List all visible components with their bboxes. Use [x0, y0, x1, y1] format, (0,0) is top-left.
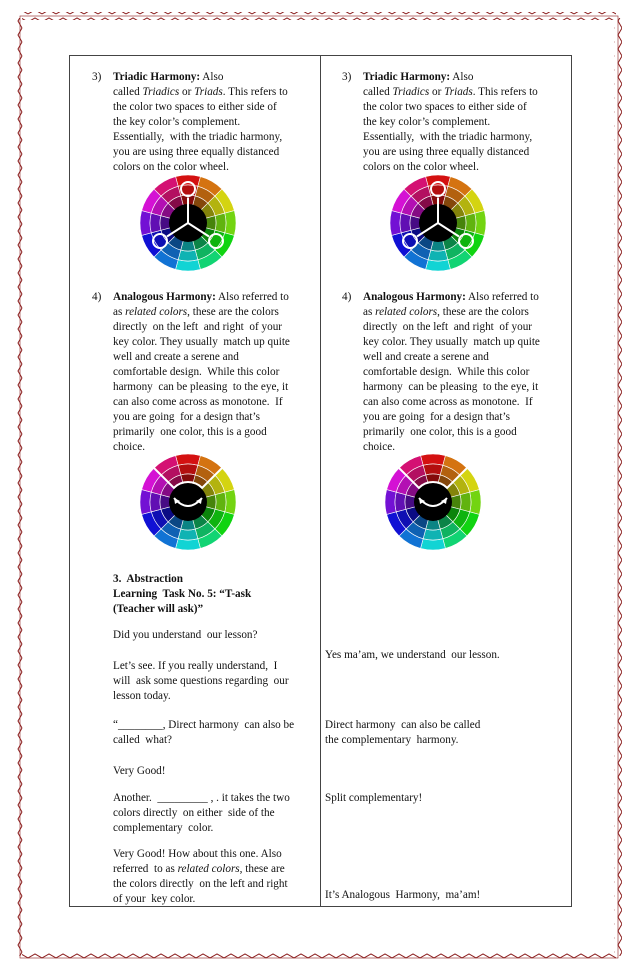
- term-triads: Triads: [194, 86, 223, 98]
- teacher-line: colors directly on either side of the: [113, 807, 275, 819]
- analogous-line-2: [113, 305, 279, 320]
- wheel-segment: [423, 464, 443, 475]
- term-related-colors: related colors,: [177, 863, 243, 875]
- teacher-praise: Very Good!: [113, 765, 166, 777]
- teacher-line: will ask some questions regarding our: [113, 675, 289, 687]
- student-answer-2: Direct harmony can also be called: [325, 719, 481, 731]
- analogous-line: you are going for a design that’s: [113, 411, 260, 423]
- wheel-segment: [215, 213, 226, 233]
- triadic-line: colors on the color wheel.: [113, 161, 229, 173]
- triadic-line: Essentially, with the triadic harmony,: [113, 131, 283, 143]
- triadic-color-wheel-icon: [388, 173, 488, 273]
- triadic-line-1: [113, 70, 223, 85]
- term-triadics: Triadics: [392, 86, 430, 98]
- analogous-line-right: key color. They usually match up quite: [363, 336, 540, 348]
- triadic-line: the key color’s complement.: [113, 116, 241, 128]
- analogous-line-right: comfortable design. While this color: [363, 366, 530, 378]
- wheel-segment: [426, 175, 451, 186]
- student-answer-3: Split complementary!: [325, 792, 423, 804]
- text-run: or: [179, 86, 195, 98]
- wheel-segment: [465, 213, 476, 233]
- triadic-line-right: you are using three equally distanced: [363, 146, 530, 158]
- text-run: Also: [450, 71, 474, 83]
- triadic-line-1-right: [363, 70, 473, 85]
- wheel-segment: [421, 539, 446, 550]
- analogous-line: directly on the left and right of your: [113, 321, 283, 333]
- term-related-colors: related colors: [375, 306, 438, 318]
- text-run: these are: [242, 863, 285, 875]
- triadic-line-right: colors on the color wheel.: [363, 161, 479, 173]
- teacher-line: lesson today.: [113, 690, 171, 702]
- wheel-segment: [225, 211, 236, 236]
- triadic-number: 3): [92, 71, 102, 83]
- learning-task-title: Learning Task No. 5: “T-ask: [113, 588, 252, 600]
- triadic-l1-rest: Also: [200, 71, 224, 83]
- teacher-question-analogous: Very Good! How about this one. Also: [113, 848, 282, 860]
- text-run: , these are the colors: [187, 306, 279, 318]
- teacher-line: called what?: [113, 734, 173, 746]
- teacher-line: complementary color.: [113, 822, 214, 834]
- triadic-line-right: the key color’s complement.: [363, 116, 491, 128]
- triadic-line: the color two spaces to either side of: [113, 101, 277, 113]
- student-answer-2-line-2: the complementary harmony.: [325, 734, 459, 746]
- triadic-line-right: Essentially, with the triadic harmony,: [363, 131, 533, 143]
- triadic-line-2-right: [363, 85, 538, 100]
- wheel-segment: [150, 213, 161, 233]
- abstraction-heading: 3. Abstraction: [113, 573, 183, 585]
- analogous-line-right: choice.: [363, 441, 395, 453]
- teacher-question-split: Another. _________ , . it takes the two: [113, 792, 290, 804]
- wheel-segment: [178, 464, 198, 475]
- analogous-line: harmony can be pleasing to the eye, it: [113, 381, 289, 393]
- analogous-line-1: [113, 290, 289, 305]
- triadic-number-right: 3): [342, 71, 352, 83]
- analogous-line-right: primarily one color, this is a good: [363, 426, 517, 438]
- triadic-line-2: [113, 85, 288, 100]
- column-divider: [320, 55, 321, 907]
- student-answer-4: It’s Analogous Harmony, ma’am!: [325, 889, 481, 901]
- wheel-segment: [390, 211, 401, 236]
- teacher-question-direct-harmony: “________, Direct harmony can also be: [113, 719, 295, 731]
- analogous-line: primarily one color, this is a good: [113, 426, 267, 438]
- wheel-segment: [428, 250, 448, 261]
- wheel-segment: [470, 490, 481, 515]
- wheel-segment: [140, 211, 151, 236]
- text-run: . This refers to: [472, 86, 538, 98]
- triadic-title-right: Triadic Harmony:: [363, 71, 451, 83]
- analogous-line-right: harmony can be pleasing to the eye, it: [363, 381, 539, 393]
- triadic-color-wheel-icon: [138, 173, 238, 273]
- wheel-segment: [176, 539, 201, 550]
- analogous-line: comfortable design. While this color: [113, 366, 280, 378]
- text-run: , these are the colors: [437, 306, 529, 318]
- student-answer-1: Yes ma’am, we understand our lesson.: [325, 649, 500, 661]
- analogous-line-right: can also come across as monotone. If: [363, 396, 533, 408]
- text-run: Also referred to: [465, 291, 539, 303]
- analogous-line-right: directly on the left and right of your: [363, 321, 533, 333]
- text-run: as: [113, 306, 126, 318]
- learning-task-subtitle: (Teacher will ask)”: [113, 603, 204, 615]
- wheel-segment: [423, 529, 443, 540]
- analogous-line-right: you are going for a design that’s: [363, 411, 510, 423]
- wheel-segment: [178, 250, 198, 261]
- triadic-line-right: the color two spaces to either side of: [363, 101, 527, 113]
- analogous-line: choice.: [113, 441, 145, 453]
- teacher-question-1: Did you understand our lesson?: [113, 629, 258, 641]
- wheel-segment: [140, 490, 151, 515]
- teacher-line: of your key color.: [113, 893, 196, 905]
- wheel-segment: [176, 260, 201, 271]
- wheel-segment: [475, 211, 486, 236]
- teacher-line: [113, 862, 285, 877]
- wheel-segment: [225, 490, 236, 515]
- wheel-segment: [215, 492, 226, 512]
- analogous-line-2-right: [363, 305, 529, 320]
- analogous-color-wheel-icon: [383, 452, 483, 552]
- teacher-line: Let’s see. If you really understand, I: [113, 660, 278, 672]
- teacher-line: the colors directly on the left and right: [113, 878, 288, 890]
- term-triadics: Triadics: [142, 86, 180, 98]
- wheel-segment: [395, 492, 406, 512]
- triadic-title: Triadic Harmony:: [113, 71, 201, 83]
- analogous-number: 4): [92, 291, 102, 303]
- wheel-segment: [421, 454, 446, 465]
- wheel-segment: [385, 490, 396, 515]
- text-run: as: [363, 306, 376, 318]
- analogous-line: can also come across as monotone. If: [113, 396, 283, 408]
- wheel-segment: [400, 213, 411, 233]
- analogous-line-right: well and create a serene and: [363, 351, 489, 363]
- analogous-line-1-right: [363, 290, 539, 305]
- text-run: or: [429, 86, 445, 98]
- text-run: . This refers to: [222, 86, 288, 98]
- analogous-color-wheel-icon: [138, 452, 238, 552]
- text-run: called: [363, 86, 393, 98]
- analogous-line: well and create a serene and: [113, 351, 239, 363]
- term-related-colors: related colors: [125, 306, 188, 318]
- wheel-segment: [426, 260, 451, 271]
- text-run: referred to as: [113, 863, 178, 875]
- analogous-number-right: 4): [342, 291, 352, 303]
- text-run: Also referred to: [215, 291, 289, 303]
- analogous-line: key color. They usually match up quite: [113, 336, 290, 348]
- wheel-segment: [178, 529, 198, 540]
- analogous-title: Analogous Harmony:: [113, 291, 216, 303]
- wheel-segment: [176, 454, 201, 465]
- wheel-segment: [460, 492, 471, 512]
- analogous-title-right: Analogous Harmony:: [363, 291, 466, 303]
- triadic-line: you are using three equally distanced: [113, 146, 280, 158]
- wheel-segment: [150, 492, 161, 512]
- wheel-segment: [176, 175, 201, 186]
- term-triads: Triads: [444, 86, 473, 98]
- text-run: called: [113, 86, 143, 98]
